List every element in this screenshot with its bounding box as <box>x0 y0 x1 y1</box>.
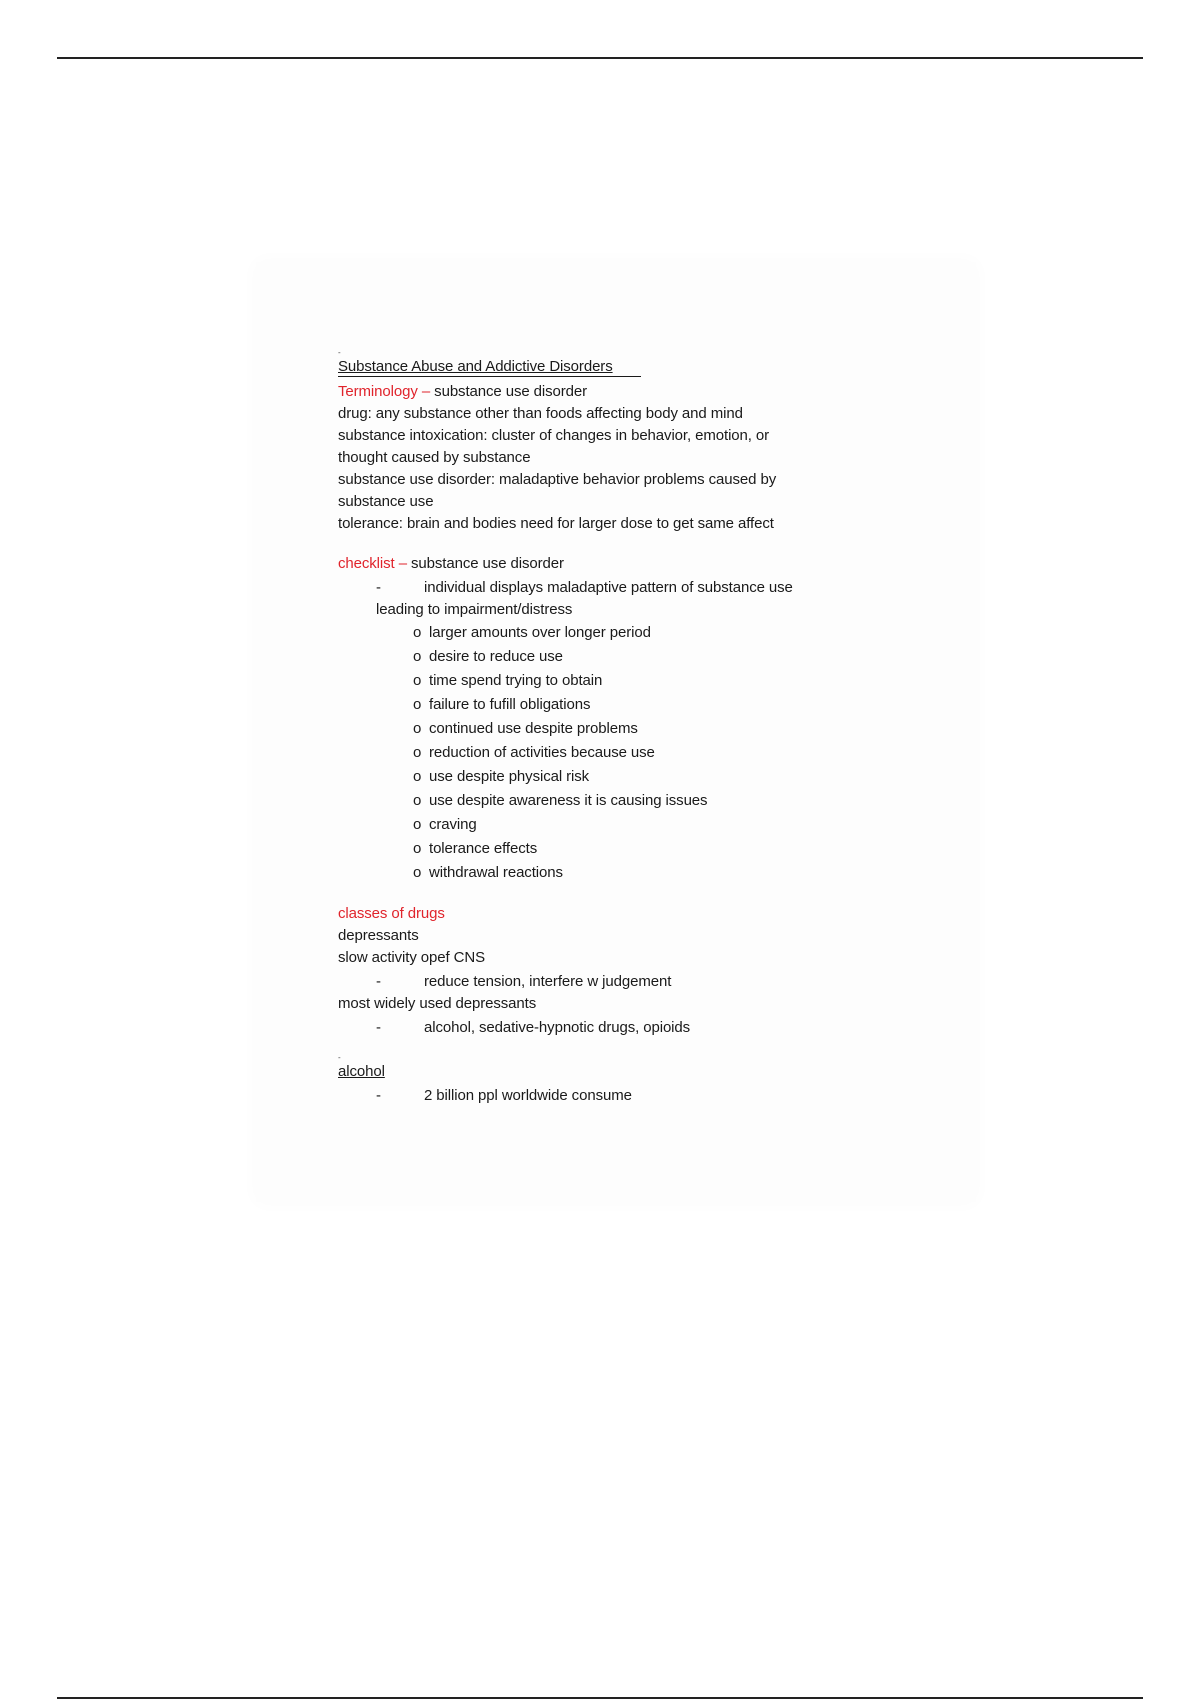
checklist-item-text: individual displays maladaptive pattern of substance use <box>424 579 793 596</box>
dash-marker: - <box>376 579 381 596</box>
checklist-heading: checklist <box>338 555 395 572</box>
bullet-marker: o <box>413 744 422 761</box>
terminology-heading: Terminology <box>338 383 418 400</box>
terminology-line: drug: any substance other than foods affecting body and mind <box>338 405 743 422</box>
alcohol-dash-item: - 2 billion ppl worldwide consume <box>338 1085 898 1107</box>
terminology-line: substance use <box>338 493 434 510</box>
criteria-item: o failure to fufill obligations <box>413 693 898 717</box>
checklist-subject: substance use disorder <box>411 555 564 572</box>
stray-mark: - <box>338 1053 341 1062</box>
classes-heading: classes of drugs <box>338 905 445 922</box>
criteria-list <box>338 621 898 885</box>
dash-marker: - <box>376 1087 381 1104</box>
criteria-item: o continued use despite problems <box>413 717 898 741</box>
notes-document <box>338 350 898 1107</box>
document-title: Substance Abuse and Addictive Disorders <box>338 358 641 377</box>
criteria-item: o time spend trying to obtain <box>413 669 898 693</box>
classes-line: depressants <box>338 927 419 944</box>
classes-dash-item: - reduce tension, interfere w judgement <box>338 971 898 993</box>
classes-line: slow activity opef CNS <box>338 949 486 966</box>
checklist-dash-item <box>338 577 898 599</box>
criteria-item: o desire to reduce use <box>413 645 898 669</box>
terminology-subject: substance use disorder <box>434 383 588 400</box>
checklist-heading-line <box>338 553 898 575</box>
criteria-item: o tolerance effects <box>413 837 898 861</box>
terminology-line: substance use disorder: maladaptive behavior problems caused by <box>338 471 777 488</box>
terminology-separator: – <box>417 383 435 400</box>
criteria-item: o use despite physical risk <box>413 765 898 789</box>
bullet-marker: o <box>413 792 422 809</box>
classes-line: most widely used depressants <box>338 995 537 1012</box>
terminology-heading-line <box>338 381 898 403</box>
terminology-line: thought caused by substance <box>338 449 531 466</box>
bullet-marker: o <box>413 672 422 689</box>
classes-dash-item: - alcohol, sedative-hypnotic drugs, opioids <box>338 1017 898 1039</box>
bottom-rule <box>57 1697 1143 1699</box>
checklist-item-continuation: leading to impairment/distress <box>376 601 573 618</box>
criteria-item: o reduction of activities because use <box>413 741 898 765</box>
criteria-item: o larger amounts over longer period <box>413 621 898 645</box>
top-rule <box>57 57 1143 59</box>
bullet-marker: o <box>413 816 422 833</box>
terminology-line: tolerance: brain and bodies need for larger dose to get same affect <box>338 515 774 532</box>
bullet-marker: o <box>413 720 422 737</box>
bullet-marker: o <box>413 864 422 881</box>
dash-marker: - <box>376 973 381 990</box>
stray-mark: - <box>338 348 341 357</box>
terminology-line: substance intoxication: cluster of changes in behavior, emotion, or <box>338 427 770 444</box>
dash-marker: - <box>376 1019 381 1036</box>
alcohol-heading: alcohol <box>338 1063 385 1080</box>
bullet-marker: o <box>413 696 422 713</box>
bullet-marker: o <box>413 768 422 785</box>
criteria-item: o craving <box>413 813 898 837</box>
bullet-marker: o <box>413 624 422 641</box>
bullet-marker: o <box>413 648 422 665</box>
criteria-item: o withdrawal reactions <box>413 861 898 885</box>
bullet-marker: o <box>413 840 422 857</box>
criteria-item: o use despite awareness it is causing issues <box>413 789 898 813</box>
checklist-separator: – <box>394 555 412 572</box>
